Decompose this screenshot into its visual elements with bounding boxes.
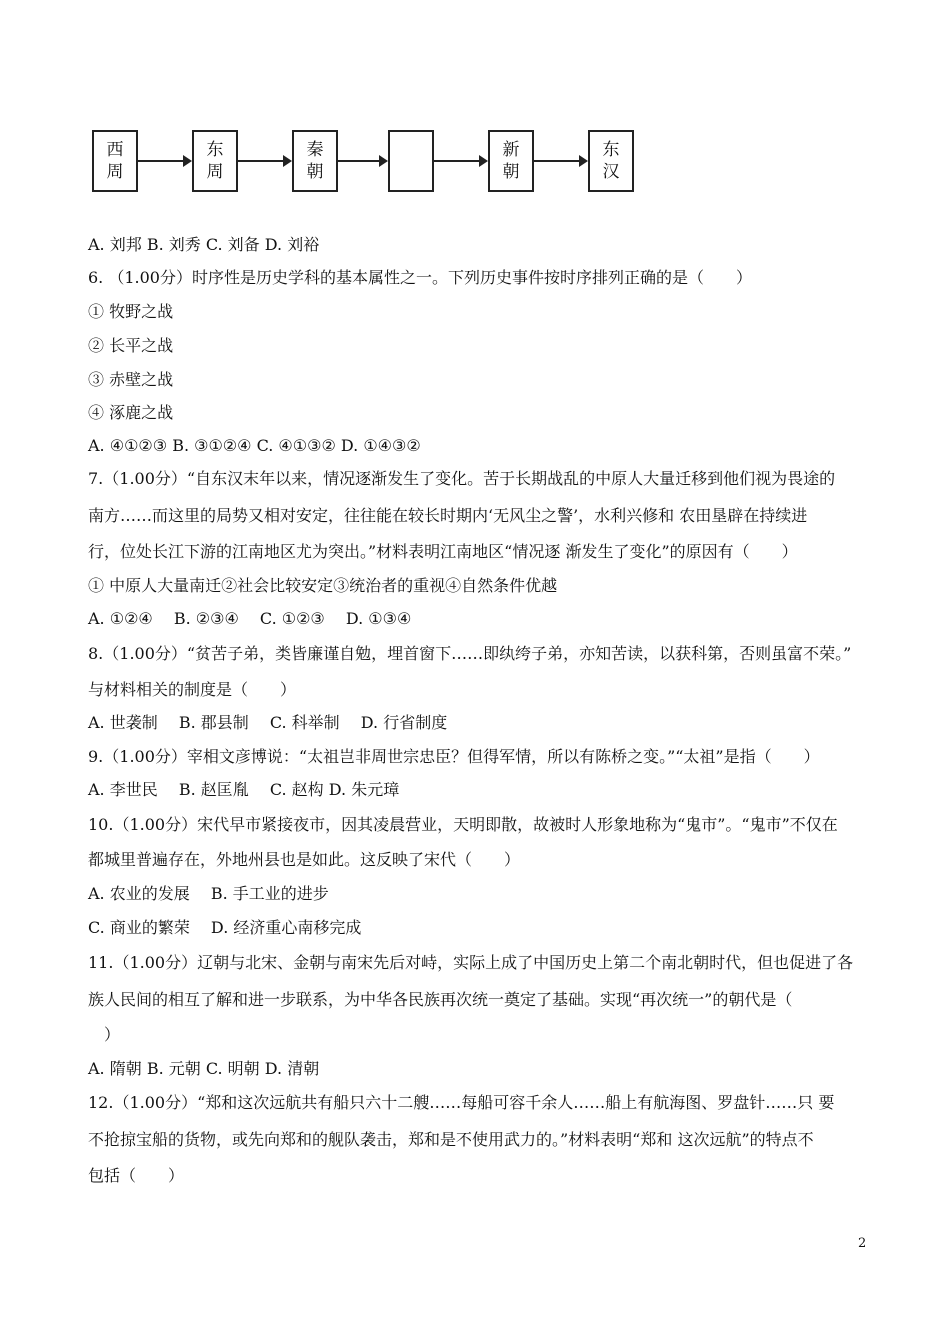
- q6-item-4: ④ 涿鹿之战: [88, 403, 174, 422]
- arrow-2: [238, 160, 290, 162]
- q11-options: A. 隋朝 B. 元朝 C. 明朝 D. 清朝: [88, 1059, 320, 1078]
- arrow-3: [338, 160, 386, 162]
- q10-stem-line-2: 都城里普遍存在，外地州县也是如此。这反映了宋代（ ）: [88, 850, 521, 869]
- page-number: 2: [858, 1236, 867, 1251]
- q7-items: ① 中原人大量南迁②社会比较安定③统治者的重视④自然条件优越: [88, 576, 558, 595]
- q7-options: A. ①②④ B. ②③④ C. ①②③ D. ①③④: [88, 609, 412, 628]
- flow-box-6: 东汉: [588, 130, 634, 192]
- q8-options: A. 世袭制 B. 郡县制 C. 科举制 D. 行省制度: [88, 713, 448, 732]
- q6-item-3: ③ 赤壁之战: [88, 370, 174, 389]
- q10-stem-line-1: 10.（1.00分）宋代早市紧接夜市，因其凌晨营业，天明即散，故被时人形象地称为“鬼市”。“鬼市”不仅在: [88, 815, 838, 834]
- q7-stem-line-1: 7.（1.00分）“自东汉末年以来，情况逐渐发生了变化。苦于长期战乱的中原人大量迁移到他们视为畏途的: [88, 469, 836, 488]
- q7-stem-line-3: 行，位处长江下游的江南地区尤为突出。”材料表明江南地区“情况逐 渐发生了变化”的原因有（ ）: [88, 542, 798, 561]
- q6-item-2: ② 长平之战: [88, 336, 174, 355]
- arrow-5: [534, 160, 586, 162]
- flow-box-3: 秦朝: [292, 130, 338, 192]
- q9-stem: 9.（1.00分）宰相文彦博说：“太祖岂非周世宗忠臣？但得军情，所以有陈桥之变。”“太祖”是指（ ）: [88, 747, 820, 766]
- q10-options-line-2: C. 商业的繁荣 D. 经济重心南移完成: [88, 918, 362, 937]
- flow-box-2: 东周: [192, 130, 238, 192]
- q6-item-1: ① 牧野之战: [88, 302, 174, 321]
- q11-stem-line-3: ）: [88, 1025, 121, 1044]
- q6-stem: 6. （1.00分）时序性是历史学科的基本属性之一。下列历史事件按时序排列正确的是（ ）: [88, 268, 752, 287]
- q7-stem-line-2: 南方……而这里的局势又相对安定，往往能在较长时期内‘无风尘之警’，水利兴修和 农田垦辟在持续进: [88, 506, 808, 525]
- dynasty-flow-diagram: [88, 126, 648, 196]
- q5-options: A. 刘邦 B. 刘秀 C. 刘备 D. 刘裕: [88, 235, 320, 254]
- flow-box-5: 新朝: [488, 130, 534, 192]
- q6-options: A. ④①②③ B. ③①②④ C. ④①③② D. ①④③②: [88, 436, 421, 455]
- flow-box-blank: [388, 130, 434, 192]
- q12-stem-line-3: 包括（ ）: [88, 1166, 185, 1185]
- q11-stem-line-2: 族人民间的相互了解和进一步联系，为中华各民族再次统一奠定了基础。实现“再次统一”的朝代是（: [88, 990, 793, 1009]
- arrow-4: [434, 160, 486, 162]
- q11-stem-line-1: 11.（1.00分）辽朝与北宋、金朝与南宋先后对峙，实际上成了中国历史上第二个南北朝时代，但也促进了各: [88, 953, 854, 972]
- q12-stem-line-2: 不抢掠宝船的货物，或先向郑和的舰队袭击，郑和是不使用武力的。”材料表明“郑和 这次远航”的特点不: [88, 1130, 814, 1149]
- arrow-1: [138, 160, 190, 162]
- q8-stem-line-1: 8.（1.00分）“贫苦子弟，类皆廉谨自勉，埋首窗下……即纨绔子弟，亦知苦读，以获科第，否则虽富不荣。”: [88, 644, 852, 663]
- q10-options-line-1: A. 农业的发展 B. 手工业的进步: [88, 884, 329, 903]
- q9-options: A. 李世民 B. 赵匡胤 C. 赵构 D. 朱元璋: [88, 780, 400, 799]
- q8-stem-line-2: 与材料相关的制度是（ ）: [88, 680, 297, 699]
- flow-box-1: 西周: [92, 130, 138, 192]
- q12-stem-line-1: 12.（1.00分）“郑和这次远航共有船只六十二艘……每船可容千余人……船上有航海图、罗盘针……只 要: [88, 1093, 835, 1112]
